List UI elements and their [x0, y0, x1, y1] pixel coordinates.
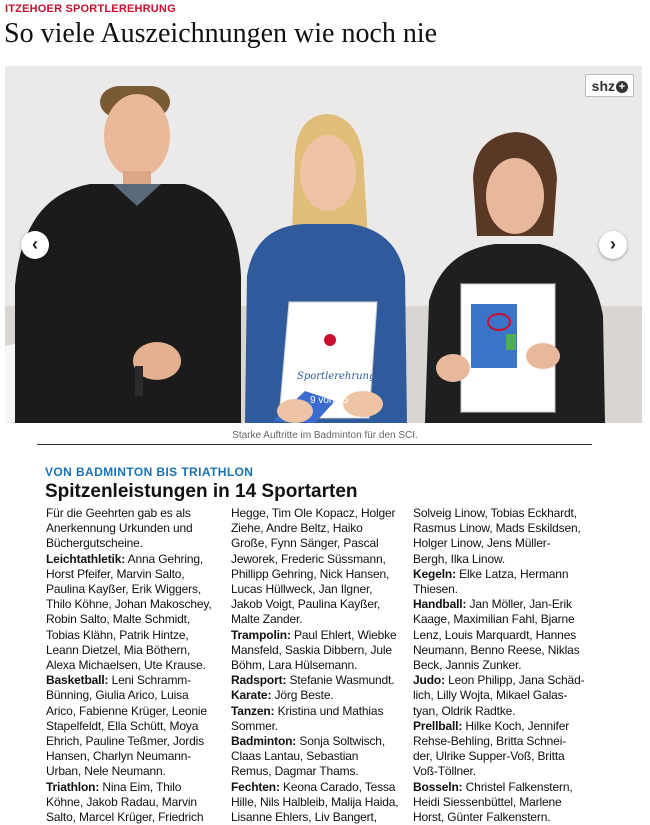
- gallery-photo: [5, 66, 642, 423]
- plus-icon: +: [616, 81, 628, 93]
- sport-names: Leon Philipp, Jana Schäd-: [444, 673, 585, 688]
- text-line: Lisanne Ehlers, Liv Bangert,: [231, 810, 377, 825]
- gallery-prev-button[interactable]: [21, 231, 49, 259]
- text-line: [231, 780, 411, 795]
- sport-names: Kristina und Mathias: [274, 703, 384, 718]
- photo-caption: Starke Auftritte im Badminton für den SCI.: [232, 430, 418, 441]
- text-line: Hansen, Charlyn Neumann-: [46, 749, 192, 764]
- text-line: tyan, Oldrik Radtke.: [413, 703, 516, 718]
- text-line: Jeworek, Frederic Süssmann,: [231, 551, 386, 566]
- article-kicker: ITZEHOER SPORTLEREHRUNG: [5, 3, 176, 15]
- text-line: Salto, Marcel Krüger, Friedrich: [46, 810, 204, 825]
- text-line: Stapelfeldt, Ella Schütt, Moya: [46, 718, 199, 733]
- text-column-2: [231, 506, 411, 825]
- text-line: Heidi Siessenbüttel, Marlene: [413, 794, 562, 809]
- text-line: Malte Zander.: [231, 612, 303, 627]
- text-line: Mansfeld, Saskia Dibbern, Jule: [231, 642, 392, 657]
- sport-label: Basketball:: [46, 673, 109, 688]
- sport-label: Karate:: [231, 688, 272, 703]
- sport-label: Triathlon:: [46, 779, 100, 794]
- sport-names: Keona Carado, Tessa: [279, 779, 396, 794]
- text-line: Büchergutscheine.: [46, 536, 143, 551]
- text-line: Für die Geehrten gab es als: [46, 506, 191, 520]
- text-line: Sommer.: [231, 718, 278, 733]
- shz-logo[interactable]: [585, 74, 634, 97]
- text-line: [231, 628, 411, 643]
- text-line: Bergh, Ilka Linow.: [413, 551, 506, 566]
- text-line: Urban, Nele Neumann.: [46, 764, 166, 779]
- sport-label: Judo:: [413, 673, 445, 688]
- text-line: Rasmus Linow, Mads Eskildsen,: [413, 521, 581, 536]
- text-line: Remus, Dagmar Thams.: [231, 764, 359, 779]
- text-line: Lucas Hüllweck, Jan Ilgner,: [231, 582, 373, 597]
- section-kicker: VON BADMINTON BIS TRIATHLON: [45, 465, 254, 479]
- text-line: [413, 780, 593, 795]
- text-line: Thilo Köhne, Johan Makoschey,: [46, 597, 212, 612]
- text-line: [46, 552, 226, 567]
- text-line: lich, Lilly Wojta, Mikael Galas-: [413, 688, 568, 703]
- sport-names: Nina Eim, Thilo: [99, 779, 182, 794]
- text-line: Hegge, Tim Ole Kopacz, Holger: [231, 506, 396, 520]
- sport-label: Kegeln:: [413, 566, 456, 581]
- text-line: Paulina Kayßer, Erik Wiggers,: [46, 582, 202, 597]
- text-line: Solveig Linow, Tobias Eckhardt,: [413, 506, 577, 520]
- text-line: Jakob Voigt, Paulina Kayßer,: [231, 597, 381, 612]
- text-line: [231, 734, 411, 749]
- text-line: [413, 567, 593, 582]
- text-line: Thiesen.: [413, 582, 458, 597]
- text-line: Tobias Klähn, Patrik Hintze,: [46, 627, 189, 642]
- sport-label: Trampolin:: [231, 627, 291, 642]
- text-line: Böhm, Lara Hülsemann.: [231, 658, 358, 673]
- text-line: Köhne, Jakob Radau, Marvin: [46, 794, 197, 809]
- text-line: Hille, Nils Halbleib, Malija Haida,: [231, 794, 399, 809]
- text-line: Leann Dietzel, Mia Böthern,: [46, 642, 191, 657]
- text-line: [413, 673, 593, 688]
- text-line: Ziehe, Andre Beltz, Haiko: [231, 521, 363, 536]
- text-line: [231, 704, 411, 719]
- sport-label: Radsport:: [231, 673, 287, 688]
- gallery-counter: 9 von 15: [310, 395, 349, 406]
- text-line: Beck, Jannis Zunker.: [413, 658, 522, 673]
- sport-names: Hilke Koch, Jennifer: [462, 718, 570, 733]
- article-headline: So viele Auszeichnungen wie noch nie: [4, 18, 438, 49]
- text-line: Horst Pfeifer, Marvin Salto,: [46, 566, 185, 581]
- sport-names: Christel Falkenstern,: [462, 779, 573, 794]
- sport-label: Bosseln:: [413, 779, 463, 794]
- text-line: [231, 673, 411, 688]
- sport-label: Leichtathletik:: [46, 551, 126, 566]
- gallery-next-button[interactable]: [599, 231, 627, 259]
- text-line: Horst, Günter Falkenstern.: [413, 810, 551, 825]
- sport-names: Jörg Beste.: [271, 688, 334, 703]
- text-line: [46, 673, 226, 688]
- text-line: Bünning, Giulia Arico, Luisa: [46, 688, 189, 703]
- text-line: Neumann, Benno Reese, Niklas: [413, 642, 580, 657]
- text-line: Rehse-Behling, Britta Schnei-: [413, 734, 567, 749]
- sport-names: Anna Gehring,: [125, 551, 204, 566]
- text-line: Lenz, Louis Marquardt, Hannes: [413, 627, 577, 642]
- text-line: Alexa Michaelsen, Ute Krause.: [46, 658, 206, 673]
- sport-label: Tanzen:: [231, 703, 275, 718]
- sport-label: Handball:: [413, 597, 467, 612]
- sport-label: Prellball:: [413, 718, 463, 733]
- text-line: [231, 688, 411, 703]
- text-line: [413, 719, 593, 734]
- text-line: Holger Linow, Jens Müller-: [413, 536, 551, 551]
- text-line: Kaage, Maximilian Fahl, Bjarne: [413, 612, 575, 627]
- sport-names: Sonja Soltwisch,: [296, 734, 385, 749]
- text-line: Claas Lantau, Sebastian: [231, 749, 359, 764]
- certificate-text: Sportlerehrung: [297, 371, 376, 382]
- photo-gallery[interactable]: [5, 66, 642, 423]
- text-line: Anerkennung Urkunden und: [46, 521, 193, 536]
- section-title: Spitzenleistungen in 14 Sportarten: [45, 481, 358, 502]
- text-line: Phillipp Gehring, Nick Hansen,: [231, 566, 390, 581]
- chevron-right-icon: ›: [610, 234, 616, 254]
- sport-names: Elke Latza, Hermann: [455, 566, 569, 581]
- text-column-1: [46, 506, 226, 825]
- text-line: Arico, Fabienne Krüger, Leonie: [46, 703, 207, 718]
- sport-names: Leni Schramm-: [108, 673, 191, 688]
- sport-names: Stefanie Wasmundt.: [286, 673, 395, 688]
- text-line: Ehrich, Pauline Teßmer, Jordis: [46, 734, 205, 749]
- text-line: Große, Fynn Sänger, Pascal: [231, 536, 379, 551]
- sport-names: Paul Ehlert, Wiebke: [290, 627, 397, 642]
- text-column-3: [413, 506, 593, 825]
- caption-divider: [37, 444, 592, 445]
- text-line: Robin Salto, Malte Schmidt,: [46, 612, 191, 627]
- text-line: der, Ulrike Supper-Voß, Britta: [413, 749, 565, 764]
- brand-label: shz: [591, 78, 615, 94]
- sport-label: Badminton:: [231, 734, 297, 749]
- text-line: [46, 780, 226, 795]
- sport-names: Jan Möller, Jan-Erik: [466, 597, 572, 612]
- sport-label: Fechten:: [231, 779, 280, 794]
- text-line: [413, 597, 593, 612]
- chevron-left-icon: ‹: [32, 234, 38, 254]
- text-line: Voß-Töllner.: [413, 764, 476, 779]
